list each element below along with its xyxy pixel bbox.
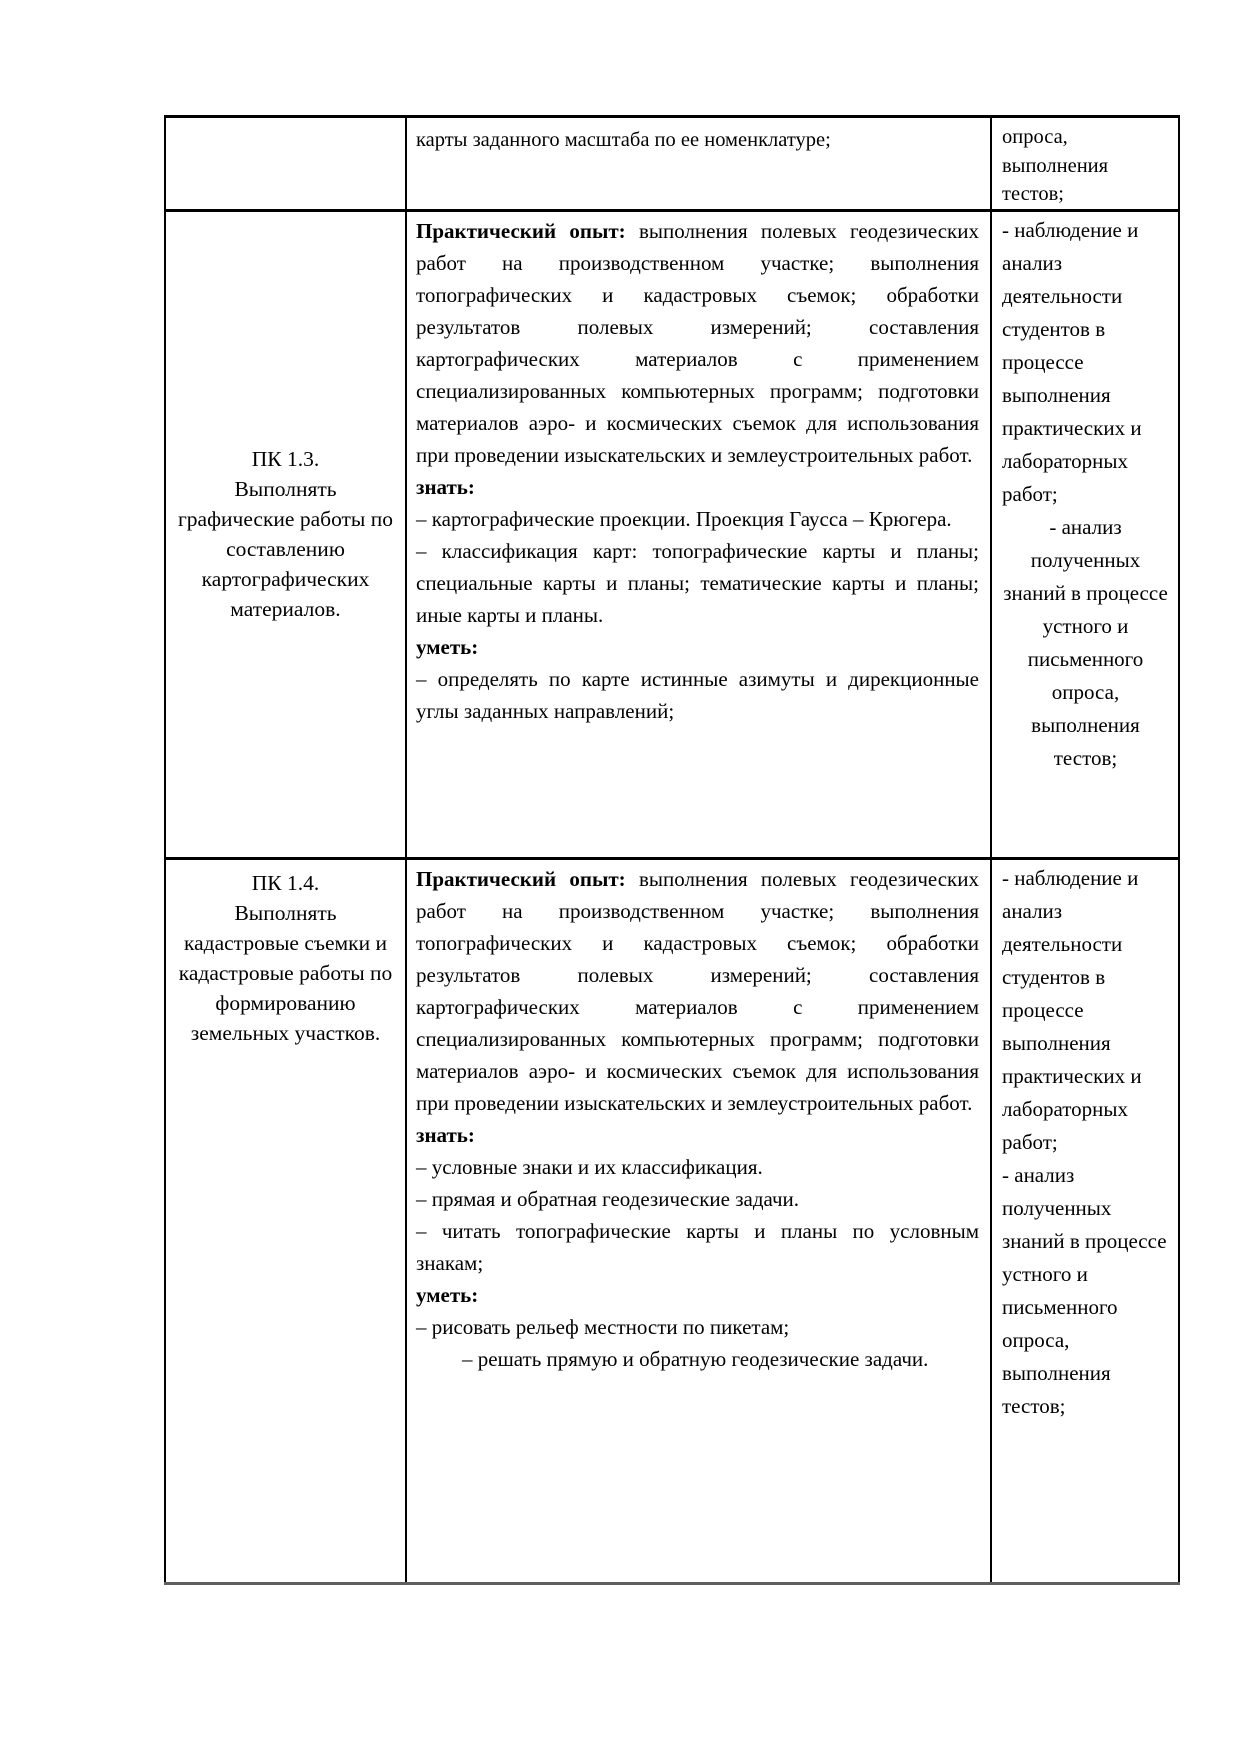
competency-cell-pk-1-4	[165, 858, 406, 1583]
content-cell-pk-1-3	[406, 210, 991, 858]
competency-code: ПК 1.4.	[251, 870, 320, 895]
assessment-cell-pk-1-4	[991, 858, 1179, 1583]
competency-code: ПК 1.3.	[251, 447, 320, 471]
assessment-item: - наблюдение и анализ деятельности студентов в процессе выполнения практических и лабораторных работ;	[1002, 217, 1142, 506]
content-cell-continuation	[406, 117, 991, 211]
can-label: уметь:	[416, 634, 479, 659]
know-item: – классификация карт: топографические карты и планы; специальные карты и планы; тематические карты и планы; иные карты и планы.	[416, 538, 979, 627]
row-pk-1-4	[165, 858, 1179, 1583]
row-pk-1-3	[165, 210, 1179, 858]
know-label-paragraph	[416, 471, 979, 503]
know-item: – картографические проекции. Проекция Гаусса – Крюгера.	[416, 506, 952, 531]
row-continuation	[165, 117, 1179, 211]
assessment-item: - анализ полученных знаний в процессе устного и письменного опроса, выполнения тестов;	[1003, 514, 1168, 770]
assessment-item: - анализ полученных знаний в процессе устного и письменного опроса, выполнения тестов;	[1002, 1162, 1167, 1418]
assessment-item: - наблюдение и анализ деятельности студентов в процессе выполнения практических и лабораторных работ;	[1002, 865, 1142, 1154]
know-label-paragraph	[416, 1119, 979, 1151]
know-label: знать:	[416, 474, 475, 499]
content-cell-pk-1-4	[406, 858, 991, 1583]
experience-label: Практический опыт:	[416, 866, 626, 891]
experience-text: выполнения полевых геодезических работ на производственном участке; выполнения топографических и кадастровых съемок; обработки результатов полевых измерений; составления картографических материалов с применением специализированных компьютерных программ; подготовки материалов аэро- и космических съемок для использования при проведении изыскательских и землеустроительных работ.	[416, 866, 980, 1115]
continuation-text: карты заданного масштаба по ее номенклатуре;	[416, 129, 831, 151]
experience-text: выполнения полевых геодезических работ на производственном участке; выполнения топографических и кадастровых съемок; обработки результатов полевых измерений; составления картографических материалов с применением специализированных компьютерных программ; подготовки материалов аэро- и космических съемок для использования при проведении изыскательских и землеустроительных работ.	[416, 218, 980, 467]
assessment-cell-continuation	[991, 117, 1179, 211]
know-item: – прямая и обратная геодезические задачи.	[416, 1186, 800, 1211]
can-item: – рисовать рельеф местности по пикетам;	[416, 1314, 790, 1339]
competency-cell-pk-1-3	[165, 210, 406, 858]
competency-title: Выполнять кадастровые съемки и кадастровые работы по формированию земельных участков.	[178, 900, 393, 1045]
can-label: уметь:	[416, 1282, 479, 1307]
know-item: – условные знаки и их классификация.	[416, 1154, 763, 1179]
competency-cell-empty	[165, 117, 406, 211]
experience-paragraph	[416, 863, 979, 1119]
competency-table	[164, 115, 1180, 1585]
assessment-continuation-text: опроса, выполнения тестов;	[1002, 126, 1109, 205]
can-label-paragraph	[416, 631, 979, 663]
can-label-paragraph	[416, 1279, 979, 1311]
know-item: – читать топографические карты и планы по условным знакам;	[416, 1218, 979, 1275]
know-label: знать:	[416, 1122, 475, 1147]
assessment-cell-pk-1-3	[991, 210, 1179, 858]
experience-label: Практический опыт:	[416, 218, 626, 243]
competency-title: Выполнять графические работы по составлению картографических материалов.	[177, 477, 394, 621]
experience-paragraph	[416, 215, 979, 471]
can-item: – решать прямую и обратную геодезические задачи.	[462, 1346, 929, 1371]
can-item: – определять по карте истинные азимуты и дирекционные углы заданных направлений;	[416, 666, 979, 723]
